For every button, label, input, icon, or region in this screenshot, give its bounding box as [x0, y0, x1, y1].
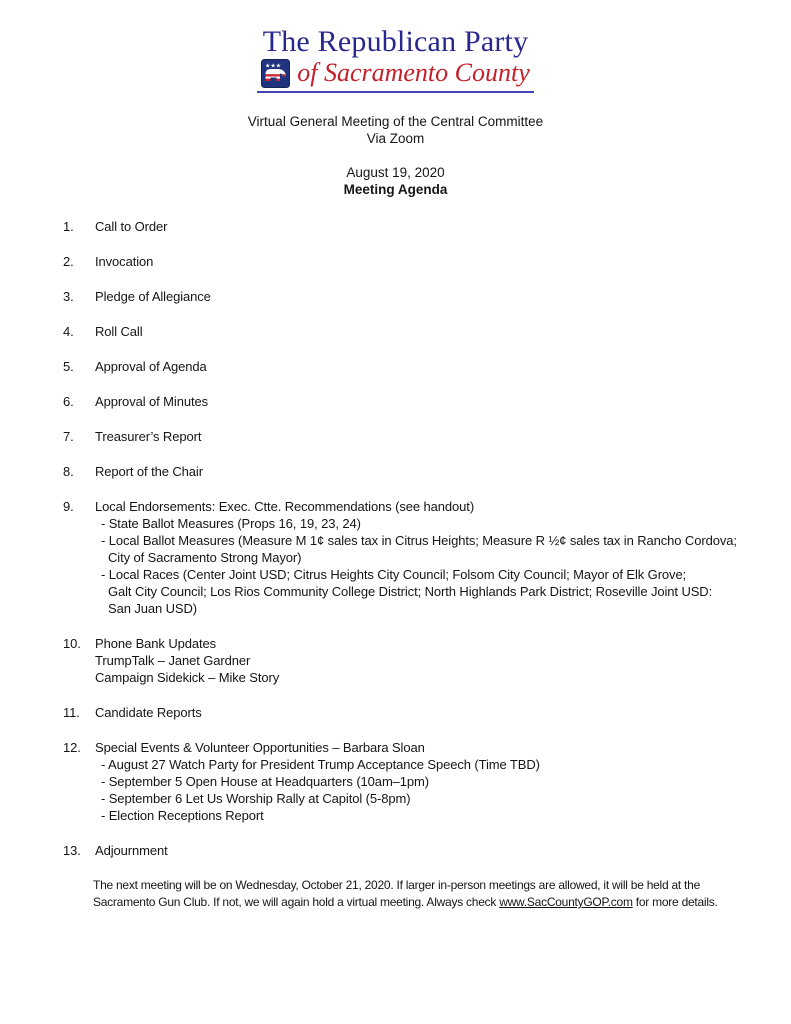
agenda-item-text: Candidate Reports [95, 705, 202, 720]
agenda-sub-line: Galt City Council; Los Rios Community College District; North Highlands Park District; Roseville Joint USD: [108, 584, 713, 599]
org-logo [0, 26, 791, 93]
agenda-item [63, 323, 791, 340]
footer-line2-post: for more details. [632, 895, 718, 909]
agenda-item [63, 739, 791, 824]
agenda-item [63, 635, 791, 686]
agenda-item-row [63, 393, 791, 410]
agenda-item [63, 218, 791, 235]
agenda-item-text: Approval of Minutes [95, 394, 208, 409]
agenda-item-text: Special Events & Volunteer Opportunities – Barbara Sloan [95, 740, 425, 755]
agenda-item-number: 7. [63, 429, 74, 444]
agenda-item-row [63, 463, 791, 480]
agenda-item-number: 1. [63, 219, 74, 234]
spacer [0, 147, 791, 164]
agenda-item [63, 704, 791, 721]
agenda-list [0, 218, 791, 859]
agenda-item-row [63, 253, 791, 270]
agenda-item-text: Report of the Chair [95, 464, 203, 479]
agenda-item [63, 253, 791, 270]
agenda-sub-line: - September 5 Open House at Headquarters (10am–1pm) [101, 774, 430, 789]
agenda-item-text: Phone Bank Updates [95, 636, 217, 651]
svg-text:★★★: ★★★ [265, 62, 282, 69]
meeting-venue: Via Zoom [366, 131, 425, 146]
agenda-item [63, 358, 791, 375]
agenda-item-row [63, 635, 791, 652]
agenda-item [63, 288, 791, 305]
agenda-item-text: Approval of Agenda [95, 359, 207, 374]
logo-underline [257, 91, 534, 93]
org-name-row [0, 58, 791, 88]
agenda-item [63, 463, 791, 480]
agenda-item-row [63, 323, 791, 340]
agenda-item-row [63, 288, 791, 305]
agenda-sub-line: - August 27 Watch Party for President Trump Acceptance Speech (Time TBD) [101, 757, 540, 772]
footer-line1: The next meeting will be on Wednesday, October 21, 2020. If larger in-person meetings are allowed, it will be held at the [93, 878, 700, 892]
org-name-line2: of Sacramento County [297, 58, 530, 87]
agenda-sub-line: - State Ballot Measures (Props 16, 19, 23, 24) [101, 516, 361, 531]
footer-link[interactable]: www.SacCountyGOP.com [499, 895, 633, 909]
agenda-item-number: 11. [63, 705, 80, 720]
agenda-sub-line: City of Sacramento Strong Mayor) [108, 550, 302, 565]
gop-elephant-icon [261, 59, 290, 88]
agenda-item-text: Local Endorsements: Exec. Ctte. Recommendations (see handout) [95, 499, 475, 514]
agenda-item-text: Invocation [95, 254, 154, 269]
meeting-date: August 19, 2020 [346, 165, 445, 180]
agenda-sub-line: - Local Ballot Measures (Measure M 1¢ sales tax in Citrus Heights; Measure R ½¢ sales tax in Rancho Cordova; [101, 533, 737, 548]
agenda-sub-line: San Juan USD) [108, 601, 198, 616]
agenda-sub-line: Campaign Sidekick – Mike Story [95, 670, 280, 685]
agenda-item [63, 428, 791, 445]
agenda-item-number: 9. [63, 499, 74, 514]
agenda-item-row [63, 358, 791, 375]
footer-note [93, 877, 761, 911]
agenda-item [63, 842, 791, 859]
agenda-sub-line: TrumpTalk – Janet Gardner [95, 653, 251, 668]
agenda-sub-line: - Election Receptions Report [101, 808, 264, 823]
agenda-heading: Meeting Agenda [343, 182, 448, 197]
meeting-info [0, 113, 791, 198]
org-name-line1: The Republican Party [262, 25, 529, 58]
agenda-item-row [63, 842, 791, 859]
agenda-item-number: 8. [63, 464, 74, 479]
agenda-item-number: 6. [63, 394, 74, 409]
agenda-item-row [63, 704, 791, 721]
agenda-item-text: Pledge of Allegiance [95, 289, 211, 304]
agenda-item [63, 393, 791, 410]
agenda-item-row [63, 428, 791, 445]
agenda-item-row [63, 218, 791, 235]
agenda-item [63, 498, 791, 617]
agenda-item-number: 4. [63, 324, 74, 339]
agenda-item-number: 12. [63, 740, 81, 755]
agenda-item-number: 5. [63, 359, 74, 374]
footer-line2-pre: Sacramento Gun Club. If not, we will again hold a virtual meeting. Always check [93, 895, 500, 909]
agenda-sub-line: - Local Races (Center Joint USD; Citrus Heights City Council; Folsom City Council; Mayor of Elk Grove; [101, 567, 687, 582]
agenda-item-number: 10. [63, 636, 81, 651]
agenda-item-text: Roll Call [95, 324, 143, 339]
agenda-sub-line: - September 6 Let Us Worship Rally at Capitol (5-8pm) [101, 791, 411, 806]
agenda-item-text: Adjournment [95, 843, 168, 858]
agenda-item-row [63, 498, 791, 515]
agenda-item-row [63, 739, 791, 756]
agenda-item-text: Treasurer’s Report [95, 429, 202, 444]
meeting-title: Virtual General Meeting of the Central Committee [247, 114, 544, 129]
agenda-item-number: 3. [63, 289, 74, 304]
agenda-item-text: Call to Order [95, 219, 168, 234]
agenda-item-number: 13. [63, 843, 81, 858]
agenda-item-number: 2. [63, 254, 74, 269]
